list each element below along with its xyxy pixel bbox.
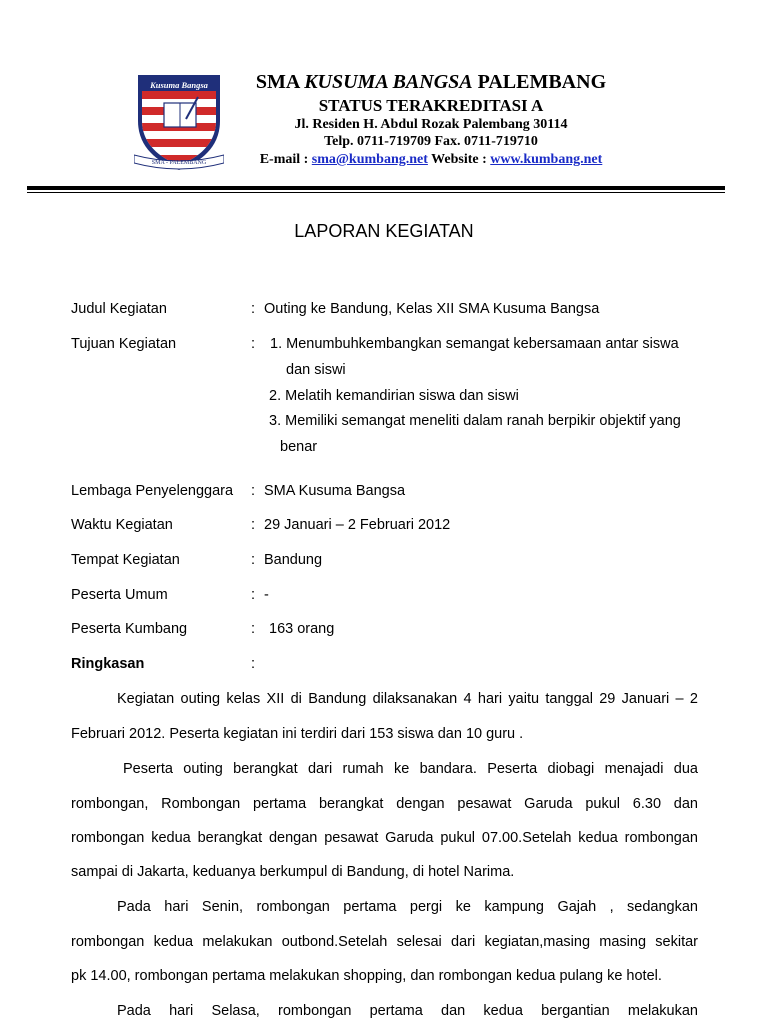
school-phone: Telp. 0711-719709 Fax. 0711-719710 <box>324 134 538 149</box>
waktu-colon: : <box>251 517 256 533</box>
summary-line: sampai di Jakarta, keduanya berkumpul di Bandung, di hotel Narima. <box>71 864 515 880</box>
lembaga-colon: : <box>251 483 256 499</box>
summary-line: pk 14.00, rombongan pertama melakukan shopping, dan rombongan kedua pulang ke hotel. <box>71 968 662 984</box>
waktu-label: Waktu Kegiatan <box>71 517 173 533</box>
tempat-colon: : <box>251 552 256 568</box>
header-divider-thick <box>27 186 725 190</box>
email-link[interactable]: sma@kumbang.net <box>311 152 428 167</box>
peserta-kumbang-value: 163 orang <box>269 621 335 637</box>
tujuan-line: benar <box>280 439 318 455</box>
tujuan-line: 3. Memiliki semangat meneliti dalam ranah berpikir objektif yang <box>269 413 681 429</box>
peserta-umum-value: - <box>264 587 269 603</box>
summary-line: Februari 2012. Peserta kegiatan ini terdiri dari 153 siswa dan 10 guru . <box>71 726 524 742</box>
summary-line: Kegiatan outing kelas XII di Bandung dilaksanakan 4 hari yaitu tanggal 29 Januari – 2 <box>117 691 698 707</box>
summary-line: Pada hari Senin, rombongan pertama pergi ke kampung Gajah , sedangkan <box>117 899 698 915</box>
school-name: SMA KUSUMA BANGSA PALEMBANG <box>255 71 607 93</box>
lembaga-label: Lembaga Penyelenggara <box>71 483 234 499</box>
summary-line: Peserta outing berangkat dari rumah ke bandara. Peserta diobagi menajadi dua <box>123 761 698 777</box>
peserta-umum-label: Peserta Umum <box>71 587 168 603</box>
summary-line: rombongan kedua berangkat dengan pesawat Garuda pukul 07.00.Setelah kedua rombongan <box>71 830 698 846</box>
summary-line: Pada hari Selasa, rombongan pertama dan kedua bergantian melakukan <box>117 1003 698 1019</box>
tujuan-label: Tujuan Kegiatan <box>71 336 177 352</box>
lembaga-value: SMA Kusuma Bangsa <box>264 483 406 499</box>
school-address: Jl. Residen H. Abdul Rozak Palembang 30114 <box>294 117 568 132</box>
school-logo <box>134 73 224 173</box>
waktu-value: 29 Januari – 2 Februari 2012 <box>264 517 451 533</box>
logo-bottom-text: SMA - PALEMBANG <box>151 160 207 166</box>
report-title: LAPORAN KEGIATAN <box>294 221 474 241</box>
logo-top-text: Kusuma Bangsa <box>150 80 208 90</box>
summary-line: rombongan, Rombongan pertama berangkat dengan pesawat Garuda pukul 6.30 dan <box>71 796 698 812</box>
tujuan-colon: : <box>251 336 256 352</box>
peserta-kumbang-label: Peserta Kumbang <box>71 621 188 637</box>
summary-line: rombongan kedua melakukan outbond.Setelah selesai dari kegiatan,masing masing sekitar <box>71 934 698 950</box>
tujuan-line: dan siswi <box>286 362 346 378</box>
website-label: Website : <box>431 152 487 167</box>
email-label: E-mail : <box>259 152 309 167</box>
judul-label: Judul Kegiatan <box>71 301 167 317</box>
ringkasan-label: Ringkasan <box>71 656 145 672</box>
tempat-label: Tempat Kegiatan <box>71 552 180 568</box>
peserta-kumbang-colon: : <box>251 621 256 637</box>
ringkasan-colon: : <box>251 656 256 672</box>
school-contacts <box>236 152 626 168</box>
tujuan-line: 2. Melatih kemandirian siswa dan siswi <box>269 388 519 404</box>
tujuan-line: 1. Menumbuhkembangkan semangat kebersamaan antar siswa <box>270 336 679 352</box>
accreditation-status: STATUS TERAKREDITASI A <box>318 96 544 115</box>
peserta-umum-colon: : <box>251 587 256 603</box>
tempat-value: Bandung <box>264 552 323 568</box>
website-link[interactable]: www.kumbang.net <box>490 152 603 167</box>
judul-value: Outing ke Bandung, Kelas XII SMA Kusuma Bangsa <box>264 301 600 317</box>
header-divider-thin <box>27 192 725 193</box>
judul-colon: : <box>251 301 256 317</box>
